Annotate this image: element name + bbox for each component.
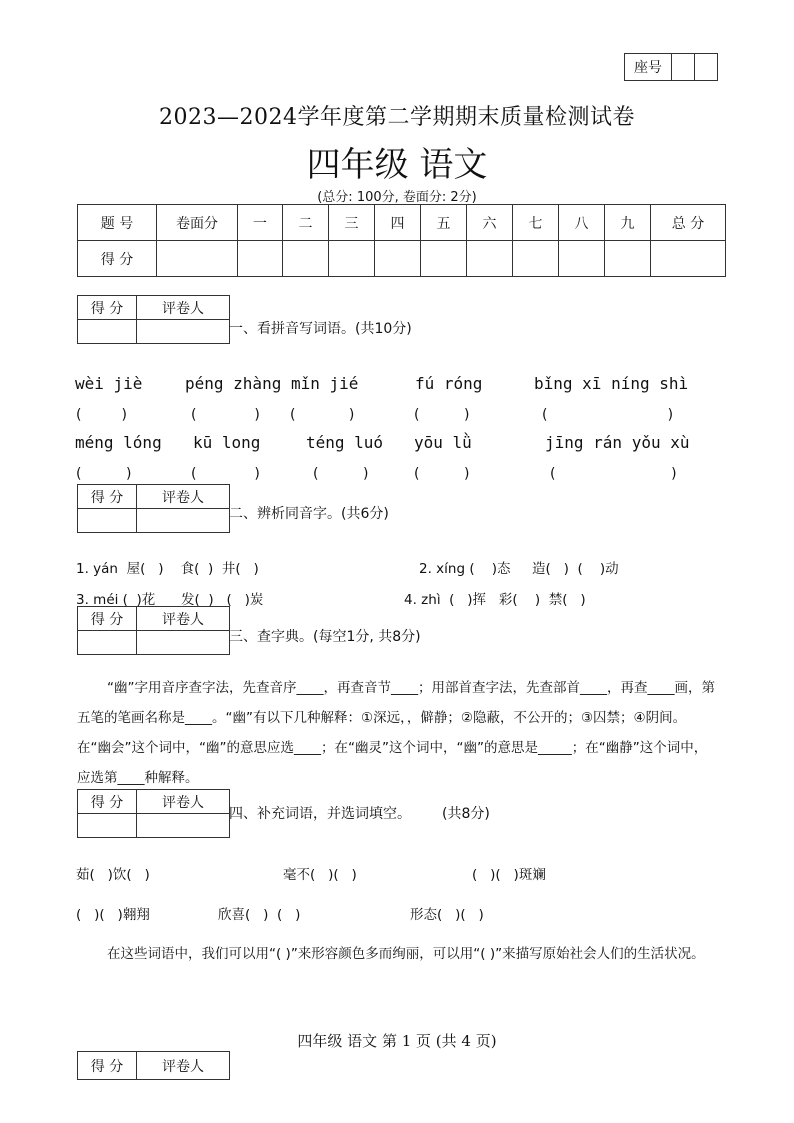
answer-blank[interactable]: ( ) (76, 466, 132, 482)
answer-blank[interactable]: ( ) (414, 407, 470, 423)
seat-label: 座号 (625, 54, 672, 81)
score-table-score-row (78, 241, 726, 277)
grader-box (77, 295, 230, 344)
header-cell: 三 (329, 205, 375, 241)
grader-score-label: 得 分 (78, 607, 137, 631)
score-row-label: 得 分 (78, 241, 157, 277)
grader-name-label: 评卷人 (137, 1052, 230, 1080)
section-heading: 一、看拼音写词语。(共10分) (229, 321, 412, 337)
header-cell: 八 (559, 205, 605, 241)
header-cell: 卷面分 (157, 205, 238, 241)
pinyin-prompt: kū long (193, 433, 261, 452)
score-cell[interactable] (157, 241, 238, 277)
answer-blank[interactable]: ( ) (191, 407, 260, 423)
grader-box (77, 484, 230, 533)
grader-box (77, 606, 230, 655)
homophone-item: 3. méi ( )花 发( ) ( )炭 (76, 592, 264, 608)
pinyin-prompt: méng lóng (75, 433, 162, 452)
answer-blank[interactable]: ( ) (542, 407, 674, 423)
idiom-item: 欣喜( ) ( ) (218, 907, 301, 923)
pinyin-prompt: bǐng xī níng shì (534, 374, 689, 393)
header-cell: 七 (513, 205, 559, 241)
grader-name-label: 评卷人 (137, 485, 230, 509)
score-cell[interactable] (651, 241, 726, 277)
idiom-item: 形态( )( ) (410, 907, 484, 923)
grader-name-cell[interactable] (137, 814, 230, 838)
grader-box (77, 789, 230, 838)
header-cell: 题 号 (78, 205, 157, 241)
seat-cell[interactable] (695, 54, 718, 81)
grader-name-cell[interactable] (137, 631, 230, 655)
seat-cell[interactable] (672, 54, 695, 81)
score-cell[interactable] (467, 241, 513, 277)
pinyin-prompt: fú róng (415, 374, 483, 393)
grader-name-label: 评卷人 (137, 607, 230, 631)
exam-title: 2023—2024学年度第二学期期末质量检测试卷 (159, 105, 635, 130)
exam-subject: 四年级 语文 (306, 145, 488, 185)
header-cell: 六 (467, 205, 513, 241)
score-cell[interactable] (513, 241, 559, 277)
grader-score-cell[interactable] (78, 814, 137, 838)
grader-name-cell[interactable] (137, 320, 230, 344)
answer-blank[interactable]: ( ) (76, 407, 127, 423)
pinyin-prompt: téng luó (306, 433, 384, 452)
grader-score-label: 得 分 (78, 485, 137, 509)
idiom-item: ( )( )斑斓 (472, 867, 546, 883)
section-heading: 三、查字典。(每空1分, 共8分) (229, 629, 421, 645)
dictionary-paragraph: “幽”字用音序查字法，先查音序____，再查音节____；用部首查字法，先查部首____，再查____画，第五笔的笔画名称是____。“幽”有以下几种解释：①深远，，僻静；②隐蔽，不公开的；③囚禁；④阴间。在“幽会”这个词中，“幽”的意思应选____；在“幽灵”这个词中，“幽”的意思是_____；在“幽静”这个词中，应选第____种解释。 (77, 680, 715, 786)
header-cell: 总 分 (651, 205, 726, 241)
score-cell[interactable] (283, 241, 329, 277)
score-cell[interactable] (375, 241, 421, 277)
section-points: (共8分) (442, 806, 490, 822)
homophone-item: 1. yán 屋( ) 食( ) 井( ) (76, 561, 259, 577)
idiom-item: ( )( )翱翔 (76, 907, 150, 923)
score-table (77, 204, 726, 277)
pinyin-prompt: wèi jiè (75, 374, 143, 393)
homophone-item: 4. zhì ( )挥 彩( ) 禁( ) (404, 592, 586, 608)
homophone-item: 2. xíng ( )态 造( ) ( )动 (419, 561, 619, 577)
page-footer: 四年级 语文 第 1 页 (共 4 页) (297, 1032, 497, 1050)
grader-score-cell[interactable] (78, 320, 137, 344)
section-heading: 四、补充词语，并选词填空。 (229, 806, 411, 822)
answer-blank[interactable]: ( ) (550, 466, 677, 482)
header-cell: 五 (421, 205, 467, 241)
answer-blank[interactable]: ( ) (313, 466, 369, 482)
score-cell[interactable] (605, 241, 651, 277)
header-cell: 九 (605, 205, 651, 241)
grader-score-label: 得 分 (78, 1052, 137, 1080)
grader-score-label: 得 分 (78, 790, 137, 814)
pinyin-prompt: péng zhàng mǐn jié (185, 374, 359, 393)
grader-box (77, 1051, 230, 1080)
grader-score-cell[interactable] (78, 631, 137, 655)
idiom-item: 茹( )饮( ) (76, 867, 150, 883)
score-cell[interactable] (329, 241, 375, 277)
pinyin-prompt: jīng rán yǒu xù (545, 433, 690, 452)
header-cell: 二 (283, 205, 329, 241)
score-table-header-row (78, 205, 726, 241)
grader-score-label: 得 分 (78, 296, 137, 320)
answer-blank[interactable]: ( ) (414, 466, 470, 482)
header-cell: 一 (238, 205, 283, 241)
grader-name-label: 评卷人 (137, 790, 230, 814)
pinyin-prompt: yōu lǜ (414, 433, 472, 452)
seat-number-box (624, 53, 718, 81)
section-heading: 二、辨析同音字。(共6分) (229, 506, 389, 522)
grader-name-label: 评卷人 (137, 296, 230, 320)
score-info: (总分: 100分, 卷面分: 2分) (317, 190, 477, 205)
fill-in-paragraph: 在这些词语中，我们可以用“( )”来形容颜色多而绚丽，可以用“( )”来描写原始社会人们的生活状况。 (107, 946, 705, 962)
idiom-item: 毫不( )( ) (283, 867, 357, 883)
score-cell[interactable] (238, 241, 283, 277)
score-cell[interactable] (559, 241, 605, 277)
header-cell: 四 (375, 205, 421, 241)
answer-blank[interactable]: ( ) (191, 466, 260, 482)
score-cell[interactable] (421, 241, 467, 277)
answer-blank[interactable]: ( ) (290, 407, 355, 423)
grader-score-cell[interactable] (78, 509, 137, 533)
grader-name-cell[interactable] (137, 509, 230, 533)
